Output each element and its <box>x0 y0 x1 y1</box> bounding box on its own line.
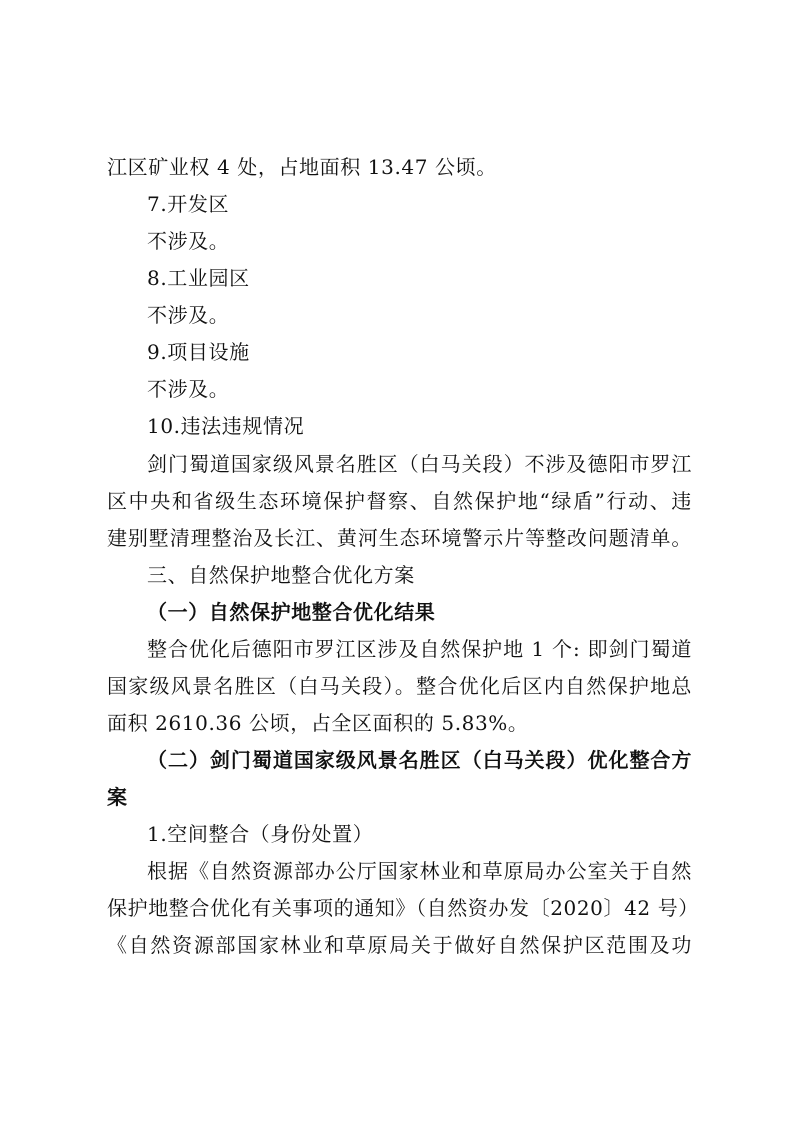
chapter-heading-optimization-plan: 三、自然保护地整合优化方案 <box>147 563 415 587</box>
paragraph-line: 不涉及。 <box>147 377 230 401</box>
section-heading-spatial-integration: 1.空间整合（身份处置） <box>147 822 374 846</box>
paragraph-line: 不涉及。 <box>147 229 230 253</box>
paragraph-line: 江区矿业权 4 处，占地面积 13.47 公顷。 <box>107 155 497 179</box>
paragraph-line: 区中央和省级生态环境保护督察、自然保护地“绿盾”行动、违 <box>107 489 692 513</box>
paragraph-line: 不涉及。 <box>147 303 230 327</box>
subheading-scenic-area-plan: （二）剑门蜀道国家级风景名胜区（白马关段）优化整合方 <box>147 748 692 772</box>
paragraph-line: 根据《自然资源部办公厅国家林业和草原局办公室关于自然 <box>147 859 692 883</box>
paragraph-line: 国家级风景名胜区（白马关段）。整合优化后区内自然保护地总 <box>107 674 692 698</box>
section-heading-violations: 10.违法违规情况 <box>147 414 305 438</box>
section-heading-development-zone: 7.开发区 <box>147 192 230 216</box>
paragraph-line: 保护地整合优化有关事项的通知》（自然资办发〔2020〕42 号） <box>107 896 699 920</box>
paragraph-line: 面积 2610.36 公顷，占全区面积的 5.83%。 <box>107 711 529 735</box>
paragraph-line: 整合优化后德阳市罗江区涉及自然保护地 1 个: 即剑门蜀道 <box>147 637 692 661</box>
paragraph-line: 建别墅清理整治及长江、黄河生态环境警示片等整改问题清单。 <box>107 526 692 550</box>
paragraph-line: 《自然资源部国家林业和草原局关于做好自然保护区范围及功 <box>107 933 692 957</box>
paragraph-line: 剑门蜀道国家级风景名胜区（白马关段）不涉及德阳市罗江 <box>147 452 692 476</box>
subheading-optimization-result: （一）自然保护地整合优化结果 <box>147 600 436 624</box>
section-heading-industrial-park: 8.工业园区 <box>147 266 250 290</box>
section-heading-project-facilities: 9.项目设施 <box>147 340 250 364</box>
subheading-scenic-area-plan-continued: 案 <box>107 785 128 809</box>
